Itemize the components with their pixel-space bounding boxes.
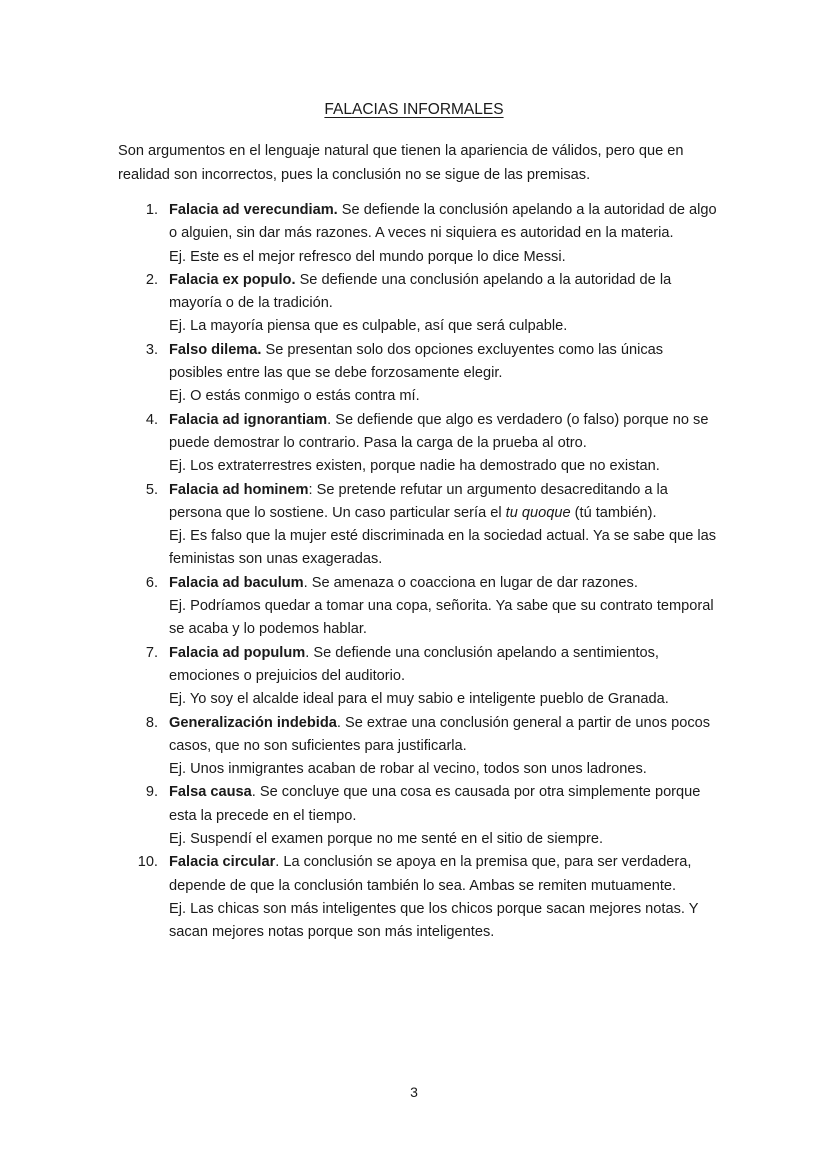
list-item — [118, 479, 718, 572]
fallacy-definition-end: (tú también). — [570, 504, 657, 521]
fallacy-definition: . La conclusión se apoya en la premisa que, para ser verdadera, depende de que la conclusión también lo sea. Ambas se remiten mutuamente. — [169, 854, 692, 894]
fallacy-example: Ej. Los extraterrestres existen, porque nadie ha demostrado que no existan. — [169, 458, 660, 475]
fallacy-term: Falacia circular — [169, 854, 276, 871]
item-definition-line — [169, 339, 718, 386]
list-item — [118, 851, 718, 944]
fallacy-term: Falacia ad hominem — [169, 481, 309, 498]
fallacy-example: Ej. Podríamos quedar a tomar una copa, señorita. Ya sabe que su contrato temporal se acaba y lo podemos hablar. — [169, 598, 714, 638]
item-number: 5. — [145, 481, 158, 498]
fallacy-example: Ej. Suspendí el examen porque no me senté en el sitio de siempre. — [169, 831, 604, 848]
fallacy-example: Ej. Yo soy el alcalde ideal para el muy sabio e inteligente pueblo de Granada. — [169, 691, 669, 708]
fallacy-definition: . Se extrae una conclusión general a partir de unos pocos casos, que no son suficientes para justificarla. — [169, 714, 711, 754]
fallacy-definition-italic: tu quoque — [505, 504, 571, 521]
item-number: 7. — [145, 644, 158, 661]
item-number: 4. — [145, 411, 158, 428]
fallacy-definition: . Se concluye que una cosa es causada por otra simplemente porque esta la precede en el tiempo. — [169, 784, 701, 824]
list-item — [118, 409, 718, 479]
item-definition-line — [169, 851, 718, 898]
fallacy-term: Falacia ad ignorantiam — [169, 411, 328, 428]
fallacy-example: Ej. Las chicas son más inteligentes que los chicos porque sacan mejores notas. Y sacan mejores notas porque son más inteligentes. — [169, 900, 699, 941]
item-definition-line — [169, 572, 718, 595]
item-definition-line — [169, 781, 718, 828]
fallacy-definition: . Se defiende que algo es verdadero (o falso) porque no se puede demostrar lo contrario. Pasa la carga de la prueba al otro. — [169, 411, 709, 451]
list-item — [118, 269, 718, 339]
fallacy-term: Falso dilema. — [169, 341, 262, 358]
item-number: 8. — [145, 714, 158, 731]
item-definition-line — [169, 199, 718, 246]
item-definition-line — [169, 269, 718, 316]
fallacy-example: Ej. Unos inmigrantes acaban de robar al vecino, todos son unos ladrones. — [169, 761, 647, 778]
item-definition-line — [169, 479, 718, 526]
item-number: 10. — [137, 854, 158, 871]
list-item — [118, 712, 718, 782]
intro-paragraph: Son argumentos en el lenguaje natural que tienen la apariencia de válidos, pero que en realidad son incorrectos, pues la conclusión no se sigue de las premisas. — [118, 143, 684, 183]
fallacy-term: Falacia ad verecundiam. — [169, 202, 338, 218]
fallacy-definition: . Se defiende una conclusión apelando a sentimientos, emociones o prejuicios del auditorio. — [169, 644, 659, 684]
fallacy-definition: : Se pretende refutar un argumento desacreditando a la persona que lo sostiene. Un caso particular sería el — [169, 481, 668, 521]
item-number: 9. — [145, 784, 158, 801]
item-number: 2. — [145, 271, 158, 288]
fallacy-list — [118, 199, 718, 945]
item-number: 6. — [145, 574, 158, 591]
item-number: 1. — [145, 202, 158, 218]
list-item — [118, 572, 718, 642]
page-number: 3 — [410, 1084, 418, 1100]
fallacy-definition: . Se amenaza o coacciona en lugar de dar razones. — [303, 574, 638, 591]
fallacy-definition: Se defiende la conclusión apelando a la autoridad de algo o alguien, sin dar más razones. A veces ni siquiera es autoridad en la materia. — [169, 202, 717, 242]
fallacy-term: Falacia ad baculum — [169, 574, 304, 591]
fallacy-example: Ej. Este es el mejor refresco del mundo porque lo dice Messi. — [169, 248, 566, 265]
fallacy-definition: Se defiende una conclusión apelando a la autoridad de la mayoría o de la tradición. — [169, 271, 672, 312]
item-definition-line — [169, 712, 718, 759]
fallacy-term: Generalización indebida — [169, 714, 337, 731]
document-title: FALACIAS INFORMALES — [324, 101, 504, 118]
list-item — [118, 781, 718, 851]
fallacy-example: Ej. La mayoría piensa que es culpable, así que será culpable. — [169, 318, 568, 335]
fallacy-definition: Se presentan solo dos opciones excluyentes como las únicas posibles entre las que se debe forzosamente elegir. — [169, 341, 664, 382]
list-item — [118, 642, 718, 712]
item-definition-line — [169, 409, 718, 456]
list-item — [118, 199, 718, 269]
fallacy-term: Falacia ex populo. — [169, 271, 296, 288]
fallacy-term: Falsa causa — [169, 784, 252, 801]
fallacy-example: Ej. Es falso que la mujer esté discriminada en la sociedad actual. Ya se sabe que las feministas son unas exageradas. — [169, 528, 717, 568]
fallacy-example: Ej. O estás conmigo o estás contra mí. — [169, 388, 420, 405]
item-definition-line — [169, 642, 718, 689]
fallacy-term: Falacia ad populum — [169, 644, 306, 661]
list-item — [118, 339, 718, 409]
item-number: 3. — [145, 341, 158, 358]
